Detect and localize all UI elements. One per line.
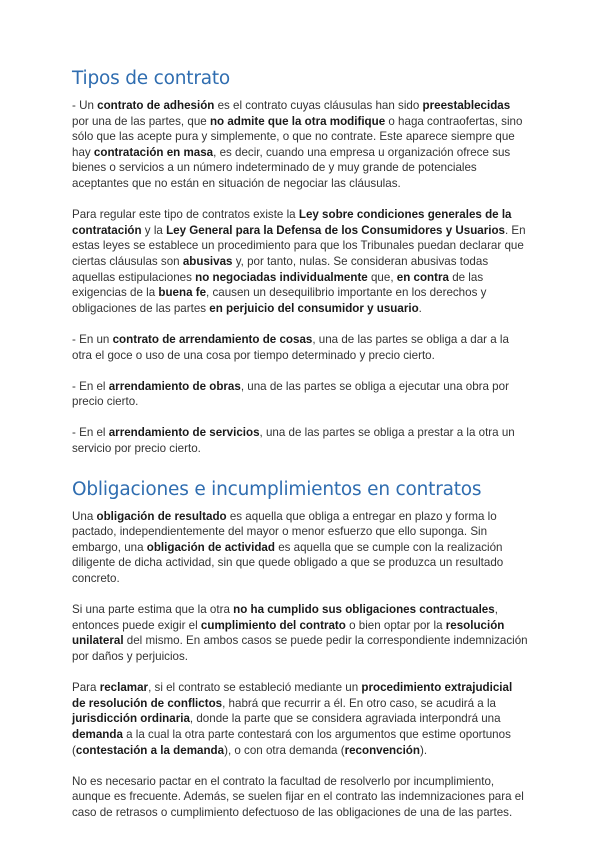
bold-term: demanda: [72, 727, 123, 741]
paragraph: [72, 332, 528, 363]
paragraph: [72, 425, 528, 456]
bold-term: en contra: [396, 270, 449, 284]
text-run: es el contrato cuyas cláusulas han sido: [214, 99, 423, 112]
section-heading-obligaciones: Obligaciones e incumplimientos en contratos: [72, 478, 482, 500]
text-run: del mismo. En ambos casos se puede pedir la correspondiente indemnización por daños y perjuicios.: [72, 634, 528, 663]
section-body-obligaciones: [72, 509, 528, 821]
text-run: es aquella que obliga a entregar en plazo y forma lo pactado, independientemente del mayor o menor esfuerzo que ello suponga. Sin embargo, una: [72, 509, 497, 554]
bold-term: preestablecidas: [422, 99, 511, 112]
paragraph: [72, 774, 528, 821]
bold-term: no admite que la otra modifique: [209, 114, 386, 128]
text-run: es aquella que se cumple con la realización diligente de dicha actividad, sin que quede obligado a que se produzca un resultado concreto.: [72, 540, 504, 586]
paragraph: [72, 680, 528, 758]
bold-term: Ley General para la Defensa de los Consumidores y Usuarios: [166, 223, 505, 237]
document-page: [72, 68, 528, 821]
bold-term: no ha cumplido sus obligaciones contractuales: [233, 603, 495, 617]
text-run: .: [418, 301, 422, 315]
text-run: , entonces puede exigir el: [72, 603, 498, 632]
bold-term: cumplimiento del contrato: [200, 618, 346, 632]
text-run: ), o con otra demanda (: [224, 743, 345, 757]
text-run: ).: [419, 743, 428, 757]
text-run: de las exigencias de la: [72, 270, 484, 300]
paragraph: [72, 509, 528, 587]
text-run: , una de las partes se obliga a dar a la otra el goce o uso de una cosa por tiempo determinado y precio cierto.: [72, 332, 509, 362]
bold-term: reconvención: [344, 743, 420, 757]
bold-term: obligación de actividad: [146, 540, 275, 554]
text-run: y la: [141, 223, 167, 237]
bold-term: contratación en masa: [93, 145, 214, 159]
bold-term: contrato de adhesión: [97, 99, 215, 112]
bold-term: en perjuicio del consumidor y usuario: [209, 301, 419, 315]
paragraph: [72, 207, 528, 316]
bold-term: no negociadas individualmente: [195, 270, 368, 284]
text-run: - En un: [72, 332, 113, 346]
text-run: , donde la parte que se considera agraviada interpondrá una: [189, 712, 501, 726]
text-run: , habrá que recurrir a él. En otro caso, se acudirá a la: [222, 696, 496, 710]
text-run: , causen un desequilibrio importante en los derechos y obligaciones de las partes: [72, 286, 487, 315]
text-run: , una de las partes se obliga a ejecutar una obra por precio cierto.: [72, 379, 509, 409]
text-run: , es decir, cuando una empresa u organización ofrece sus bienes o servicios a un número indeterminado de y muy grande de potenciales aceptantes que no están en situación de negociar las cláusulas.: [72, 145, 511, 190]
bold-term: reclamar: [99, 681, 149, 695]
bold-term: arrendamiento de servicios: [108, 426, 260, 440]
text-run: o bien optar por la: [345, 618, 446, 632]
bold-term: procedimiento extrajudicial de resolución de conflictos: [72, 681, 513, 710]
bold-term: contestación a la demanda: [75, 743, 225, 757]
text-run: - En el: [72, 379, 109, 393]
paragraph: [72, 98, 528, 192]
bold-term: contrato de arrendamiento de cosas: [112, 332, 313, 346]
bold-term: buena fe: [158, 286, 207, 300]
paragraph: [72, 379, 528, 410]
text-run: Para regular este tipo de contratos existe la: [72, 208, 299, 222]
section-heading-tipos: Tipos de contrato: [72, 68, 231, 89]
text-run: Si una parte estima que la otra: [72, 603, 234, 617]
bold-term: jurisdicción ordinaria: [72, 712, 190, 726]
section-body-tipos: [72, 98, 528, 457]
bold-term: abusivas: [182, 254, 233, 268]
text-run: - En el: [72, 426, 109, 440]
text-run: , si el contrato se estableció mediante un: [148, 681, 362, 695]
bold-term: resolución unilateral: [72, 618, 505, 648]
text-run: Una: [72, 509, 97, 523]
text-run: - Un: [72, 99, 98, 112]
bold-term: obligación de resultado: [96, 509, 227, 523]
bold-term: arrendamiento de obras: [108, 379, 241, 393]
text-run: No es necesario pactar en el contrato la facultad de resolverlo por incumplimiento, aunque es frecuente. Además, se suelen fijar en el contrato las indemnizaciones para el caso de retrasos o cumplimiento defectuoso de las obligaciones de una de las partes.: [72, 774, 524, 819]
text-run: y, por tanto, nulas. Se consideran abusivas todas aquellas estipulaciones: [72, 254, 489, 284]
paragraph: [72, 602, 528, 664]
text-run: , una de las partes se obliga a prestar a la otra un servicio por precio cierto.: [72, 426, 515, 456]
text-run: que,: [367, 270, 397, 284]
text-run: por una de las partes, que: [72, 114, 210, 128]
bold-term: Ley sobre condiciones generales de la contratación: [72, 208, 512, 237]
text-run: Para: [72, 681, 100, 695]
text-run: o haga contraofertas, sino sólo que las acepte pura y simplemente, o que no contrate. Este aparece siempre que hay: [72, 114, 523, 159]
text-run: . En estas leyes se establece un procedimiento para que los Tribunales puedan declarar que ciertas cláusulas son: [72, 223, 526, 268]
text-run: a la cual la otra parte contestará con los argumentos que estime oportunos (: [72, 727, 511, 757]
